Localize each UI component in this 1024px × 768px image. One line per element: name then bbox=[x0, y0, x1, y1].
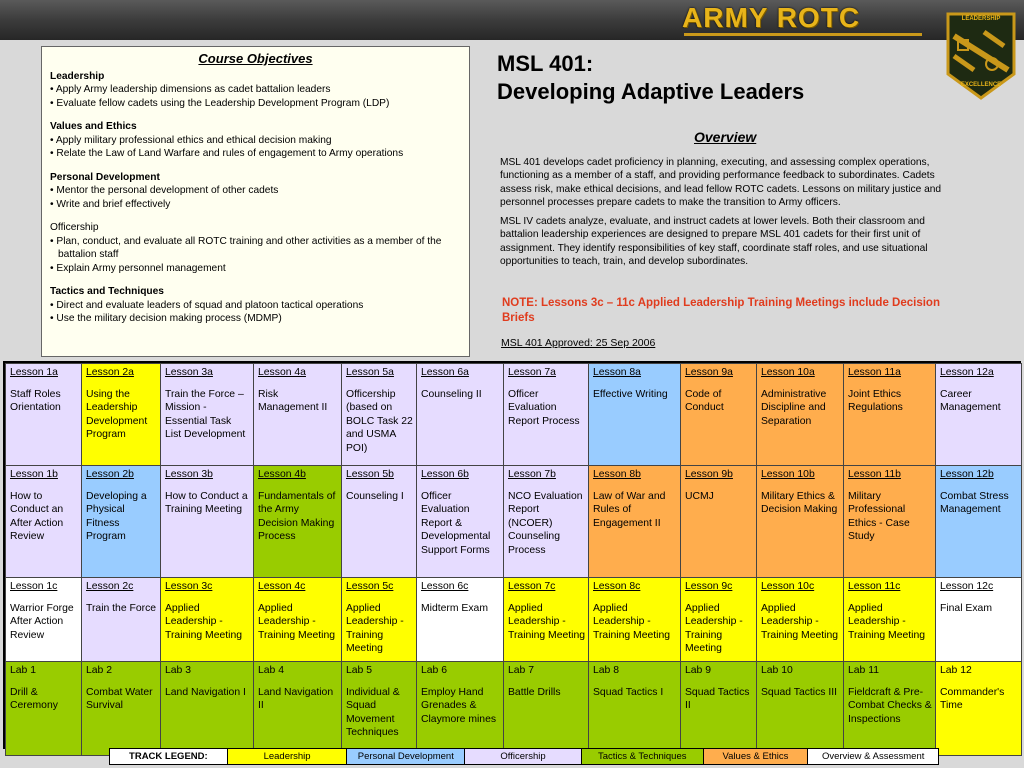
lesson-title: Risk Management II bbox=[258, 388, 328, 414]
lesson-title: Administrative Discipline and Separation bbox=[761, 388, 827, 427]
lesson-title: Individual & Squad Movement Techniques bbox=[346, 686, 400, 739]
lesson-title: How to Conduct a Training Meeting bbox=[165, 490, 248, 516]
lesson-title: Squad Tactics II bbox=[685, 686, 750, 712]
lesson-cell bbox=[161, 578, 254, 662]
overview-text bbox=[500, 156, 958, 274]
lesson-label: Lab 4 bbox=[258, 665, 285, 676]
lesson-cell bbox=[844, 466, 936, 578]
objective-section bbox=[50, 120, 461, 161]
lesson-cell bbox=[681, 466, 757, 578]
lesson-title: Squad Tactics I bbox=[593, 686, 664, 698]
lesson-label: Lesson 4a bbox=[258, 367, 306, 378]
lesson-cell bbox=[342, 662, 417, 756]
lesson-cell bbox=[82, 578, 161, 662]
lesson-row bbox=[6, 364, 1022, 466]
lesson-cell bbox=[589, 466, 681, 578]
lesson-cell bbox=[681, 364, 757, 466]
objective-section-title: Personal Development bbox=[50, 171, 160, 183]
lesson-label: Lesson 2a bbox=[86, 367, 134, 378]
lesson-label: Lesson 2b bbox=[86, 469, 134, 480]
lesson-cell bbox=[6, 466, 82, 578]
lesson-cell bbox=[161, 466, 254, 578]
lesson-label: Lesson 10a bbox=[761, 367, 815, 378]
lesson-cell bbox=[342, 466, 417, 578]
lesson-cell bbox=[82, 364, 161, 466]
overview-heading: Overview bbox=[694, 129, 757, 145]
lesson-title: Combat Water Survival bbox=[86, 686, 153, 712]
lesson-title: Applied Leadership - Training Meeting bbox=[848, 602, 926, 641]
lesson-title: Officership (based on BOLC Task 22 and USMA POI) bbox=[346, 388, 413, 454]
lesson-cell bbox=[254, 578, 342, 662]
legend-item: Personal Development bbox=[347, 749, 465, 764]
lesson-cell bbox=[504, 578, 589, 662]
emblem-top-text: LEADERSHIP bbox=[961, 16, 1001, 22]
lesson-label: Lesson 10b bbox=[761, 469, 815, 480]
lesson-title: Officer Evaluation Report Process bbox=[508, 388, 580, 427]
lesson-cell bbox=[757, 578, 844, 662]
lesson-cell bbox=[589, 662, 681, 756]
lesson-label: Lesson 12a bbox=[940, 367, 994, 378]
lesson-cell bbox=[936, 662, 1022, 756]
lesson-title: Effective Writing bbox=[593, 388, 668, 400]
lesson-title: UCMJ bbox=[685, 490, 714, 502]
objective-section bbox=[50, 70, 461, 111]
emblem-bottom-text: EXCELLENCE bbox=[960, 82, 1002, 88]
lesson-label: Lesson 1a bbox=[10, 367, 58, 378]
lesson-title: Military Professional Ethics - Case Study bbox=[848, 490, 910, 543]
lesson-label: Lesson 3a bbox=[165, 367, 213, 378]
objectives-heading: Course Objectives bbox=[198, 51, 313, 66]
lesson-title: NCO Evaluation Report (NCOER) Counseling Process bbox=[508, 490, 583, 556]
lesson-label: Lab 6 bbox=[421, 665, 448, 676]
lesson-grid bbox=[3, 361, 1021, 749]
lesson-cell bbox=[342, 578, 417, 662]
objective-section bbox=[50, 171, 461, 212]
lesson-cell bbox=[254, 662, 342, 756]
objective-item: • Relate the Law of Land Warfare and rules of engagement to Army operations bbox=[50, 148, 404, 159]
lesson-title: Counseling II bbox=[421, 388, 482, 400]
objective-section-title: Officership bbox=[50, 222, 99, 233]
lesson-label: Lab 8 bbox=[593, 665, 620, 676]
objective-section-title: Tactics and Techniques bbox=[50, 286, 164, 297]
lesson-cell bbox=[161, 662, 254, 756]
objective-item: • Apply military professional ethics and ethical decision making bbox=[50, 134, 332, 146]
lesson-label: Lab 2 bbox=[86, 665, 113, 676]
lesson-cell bbox=[82, 662, 161, 756]
legend-item: Officership bbox=[465, 749, 582, 764]
lesson-label: Lesson 6c bbox=[421, 581, 469, 592]
legend-item: Tactics & Techniques bbox=[582, 749, 704, 764]
lesson-cell bbox=[254, 466, 342, 578]
overview-paragraph-1: MSL 401 develops cadet proficiency in planning, executing, and assessing complex operations, functioning as a member of a staff, and providing performance feedback to subordinates. Cadets assess risk, make ethical decisions, and lead fellow ROTC cadets. Lessons on military justice and personnel processes prepare cadets to make the transition to Army officers. bbox=[500, 157, 942, 208]
lesson-label: Lesson 9b bbox=[685, 469, 733, 480]
lesson-cell bbox=[757, 466, 844, 578]
course-objectives-box bbox=[41, 46, 470, 357]
lesson-label: Lab 3 bbox=[165, 665, 192, 676]
lesson-label: Lesson 7a bbox=[508, 367, 556, 378]
lesson-title: Applied Leadership - Training Meeting bbox=[761, 602, 839, 641]
lesson-label: Lesson 7c bbox=[508, 581, 556, 592]
lesson-title: Train the Force – Mission - Essential Task List Development bbox=[165, 388, 246, 441]
lesson-label: Lesson 9a bbox=[685, 367, 733, 378]
lesson-label: Lesson 7b bbox=[508, 469, 556, 480]
lesson-label: Lesson 8a bbox=[593, 367, 641, 378]
lesson-cell bbox=[936, 364, 1022, 466]
lesson-label: Lesson 3b bbox=[165, 469, 213, 480]
lesson-title: Train the Force bbox=[86, 602, 157, 614]
lesson-title: Commander's Time bbox=[940, 686, 1005, 712]
lesson-label: Lesson 3c bbox=[165, 581, 213, 592]
track-legend bbox=[109, 748, 939, 765]
title-line-2: Developing Adaptive Leaders bbox=[497, 79, 805, 104]
lesson-title: Using the Leadership Development Program bbox=[86, 388, 148, 441]
lesson-cell bbox=[417, 578, 504, 662]
lesson-label: Lesson 10c bbox=[761, 581, 815, 592]
lesson-cell bbox=[161, 364, 254, 466]
lesson-title: Staff Roles Orientation bbox=[10, 388, 61, 414]
objective-section-title: Values and Ethics bbox=[50, 121, 137, 132]
lesson-label: Lab 7 bbox=[508, 665, 535, 676]
decision-brief-note: NOTE: Lessons 3c – 11c Applied Leadership Training Meetings include Decision Briefs bbox=[502, 297, 940, 324]
lesson-label: Lab 1 bbox=[10, 665, 37, 676]
lesson-label: Lesson 11c bbox=[848, 581, 901, 592]
lesson-title: Developing a Physical Fitness Program bbox=[86, 490, 147, 543]
lesson-cell bbox=[936, 578, 1022, 662]
lesson-row bbox=[6, 578, 1022, 662]
lesson-label: Lab 10 bbox=[761, 665, 793, 676]
lesson-title: Military Ethics & Decision Making bbox=[761, 490, 838, 516]
lesson-label: Lesson 2c bbox=[86, 581, 134, 592]
lesson-label: Lesson 9c bbox=[685, 581, 733, 592]
title-line-1: MSL 401: bbox=[497, 51, 594, 76]
lesson-label: Lesson 11a bbox=[848, 367, 901, 378]
lesson-title: Applied Leadership - Training Meeting bbox=[593, 602, 671, 641]
lesson-title: Fieldcraft & Pre-Combat Checks & Inspections bbox=[848, 686, 932, 725]
lesson-cell bbox=[504, 466, 589, 578]
lesson-cell bbox=[844, 578, 936, 662]
lesson-cell bbox=[504, 364, 589, 466]
lesson-title: Law of War and Rules of Engagement II bbox=[593, 490, 666, 529]
leadership-excellence-emblem-icon bbox=[944, 10, 1018, 102]
lesson-cell bbox=[417, 466, 504, 578]
lesson-title: Final Exam bbox=[940, 602, 992, 614]
lesson-title: Drill & Ceremony bbox=[10, 686, 58, 712]
lesson-title: Counseling I bbox=[346, 490, 404, 502]
lesson-title: Combat Stress Management bbox=[940, 490, 1009, 516]
lesson-row bbox=[6, 466, 1022, 578]
legend-item: Leadership bbox=[228, 749, 348, 764]
lesson-cell bbox=[254, 364, 342, 466]
lesson-table bbox=[5, 363, 1022, 756]
lesson-label: Lesson 12b bbox=[940, 469, 994, 480]
lesson-label: Lesson 1c bbox=[10, 581, 58, 592]
lesson-cell bbox=[417, 662, 504, 756]
lesson-label: Lesson 1b bbox=[10, 469, 58, 480]
lesson-title: Battle Drills bbox=[508, 686, 561, 698]
lesson-label: Lesson 8c bbox=[593, 581, 641, 592]
lesson-row bbox=[6, 662, 1022, 756]
lesson-label: Lab 12 bbox=[940, 665, 972, 676]
lesson-title: Midterm Exam bbox=[421, 602, 488, 614]
lesson-cell bbox=[681, 578, 757, 662]
lesson-cell bbox=[342, 364, 417, 466]
lesson-title: Applied Leadership - Training Meeting bbox=[508, 602, 586, 641]
lesson-title: Land Navigation II bbox=[258, 686, 334, 712]
brand-title: ARMY ROTC bbox=[682, 2, 861, 33]
lesson-label: Lab 5 bbox=[346, 665, 373, 676]
objective-item: • Mentor the personal development of other cadets bbox=[50, 185, 279, 196]
lesson-cell bbox=[6, 578, 82, 662]
lesson-label: Lesson 4b bbox=[258, 469, 306, 480]
lesson-title: Applied Leadership - Training Meeting bbox=[258, 602, 336, 641]
lesson-title: Code of Conduct bbox=[685, 388, 724, 414]
lesson-label: Lab 9 bbox=[685, 665, 712, 676]
lesson-title: How to Conduct an After Action Review bbox=[10, 490, 64, 543]
objective-section-title: Leadership bbox=[50, 70, 105, 82]
lesson-cell bbox=[6, 364, 82, 466]
legend-item: TRACK LEGEND: bbox=[110, 749, 228, 764]
lesson-title: Career Management bbox=[940, 388, 1001, 414]
lesson-label: Lesson 5a bbox=[346, 367, 394, 378]
lesson-title: Officer Evaluation Report & Developmental Support Forms bbox=[421, 490, 491, 556]
lesson-cell bbox=[844, 364, 936, 466]
lesson-label: Lesson 11b bbox=[848, 469, 901, 480]
lesson-title: Joint Ethics Regulations bbox=[848, 388, 903, 414]
lesson-title: Land Navigation I bbox=[165, 686, 246, 698]
lesson-cell bbox=[82, 466, 161, 578]
objectives-sections bbox=[50, 70, 461, 326]
lesson-cell bbox=[844, 662, 936, 756]
lesson-title: Applied Leadership - Training Meeting bbox=[165, 602, 243, 641]
legend-item: Values & Ethics bbox=[704, 749, 809, 764]
lesson-label: Lesson 5b bbox=[346, 469, 394, 480]
lesson-title: Fundamentals of the Army Decision Making Process bbox=[258, 490, 336, 543]
lesson-label: Lesson 5c bbox=[346, 581, 394, 592]
objective-item: • Plan, conduct, and evaluate all ROTC training and other activities as a member of the battalion staff bbox=[50, 235, 442, 260]
brand-underline bbox=[684, 33, 922, 36]
lesson-cell bbox=[589, 578, 681, 662]
lesson-label: Lesson 6b bbox=[421, 469, 469, 480]
lesson-cell bbox=[681, 662, 757, 756]
lesson-cell bbox=[936, 466, 1022, 578]
lesson-cell bbox=[757, 364, 844, 466]
objective-section bbox=[50, 285, 461, 326]
lesson-cell bbox=[417, 364, 504, 466]
lesson-label: Lesson 6a bbox=[421, 367, 469, 378]
lesson-cell bbox=[504, 662, 589, 756]
approval-date: MSL 401 Approved: 25 Sep 2006 bbox=[501, 337, 656, 349]
overview-paragraph-2: MSL IV cadets analyze, evaluate, and instruct cadets at lower levels. Both their classroom and battalion leadership experiences are designed to prepare MSL 401 cadets for their first unit of assignment. They identify responsibilities of key staff, coordinate staff roles, and use situational opportunities to teach, train, and develop subordinates. bbox=[500, 216, 928, 268]
page-title bbox=[497, 50, 897, 106]
objective-item: • Explain Army personnel management bbox=[50, 262, 226, 274]
lesson-label: Lab 11 bbox=[848, 665, 880, 676]
lesson-title: Applied Leadership - Training Meeting bbox=[685, 602, 743, 655]
lesson-title: Warrior Forge After Action Review bbox=[10, 602, 74, 641]
legend-item: Overview & Assessment bbox=[808, 749, 938, 764]
objective-item: • Write and brief effectively bbox=[50, 198, 171, 210]
lesson-label: Lesson 12c bbox=[940, 581, 994, 592]
lesson-label: Lesson 4c bbox=[258, 581, 306, 592]
lesson-title: Applied Leadership - Training Meeting bbox=[346, 602, 404, 655]
lesson-label: Lesson 8b bbox=[593, 469, 641, 480]
lesson-cell bbox=[589, 364, 681, 466]
objective-item: • Apply Army leadership dimensions as cadet battalion leaders bbox=[50, 84, 331, 95]
lesson-title: Squad Tactics III bbox=[761, 686, 838, 698]
objective-item: • Evaluate fellow cadets using the Leadership Development Program (LDP) bbox=[50, 97, 390, 109]
objective-item: • Use the military decision making process (MDMP) bbox=[50, 313, 282, 324]
lesson-title: Employ Hand Grenades & Claymore mines bbox=[421, 686, 497, 725]
lesson-cell bbox=[757, 662, 844, 756]
objective-item: • Direct and evaluate leaders of squad and platoon tactical operations bbox=[50, 299, 364, 311]
lesson-cell bbox=[6, 662, 82, 756]
objective-section bbox=[50, 221, 461, 275]
